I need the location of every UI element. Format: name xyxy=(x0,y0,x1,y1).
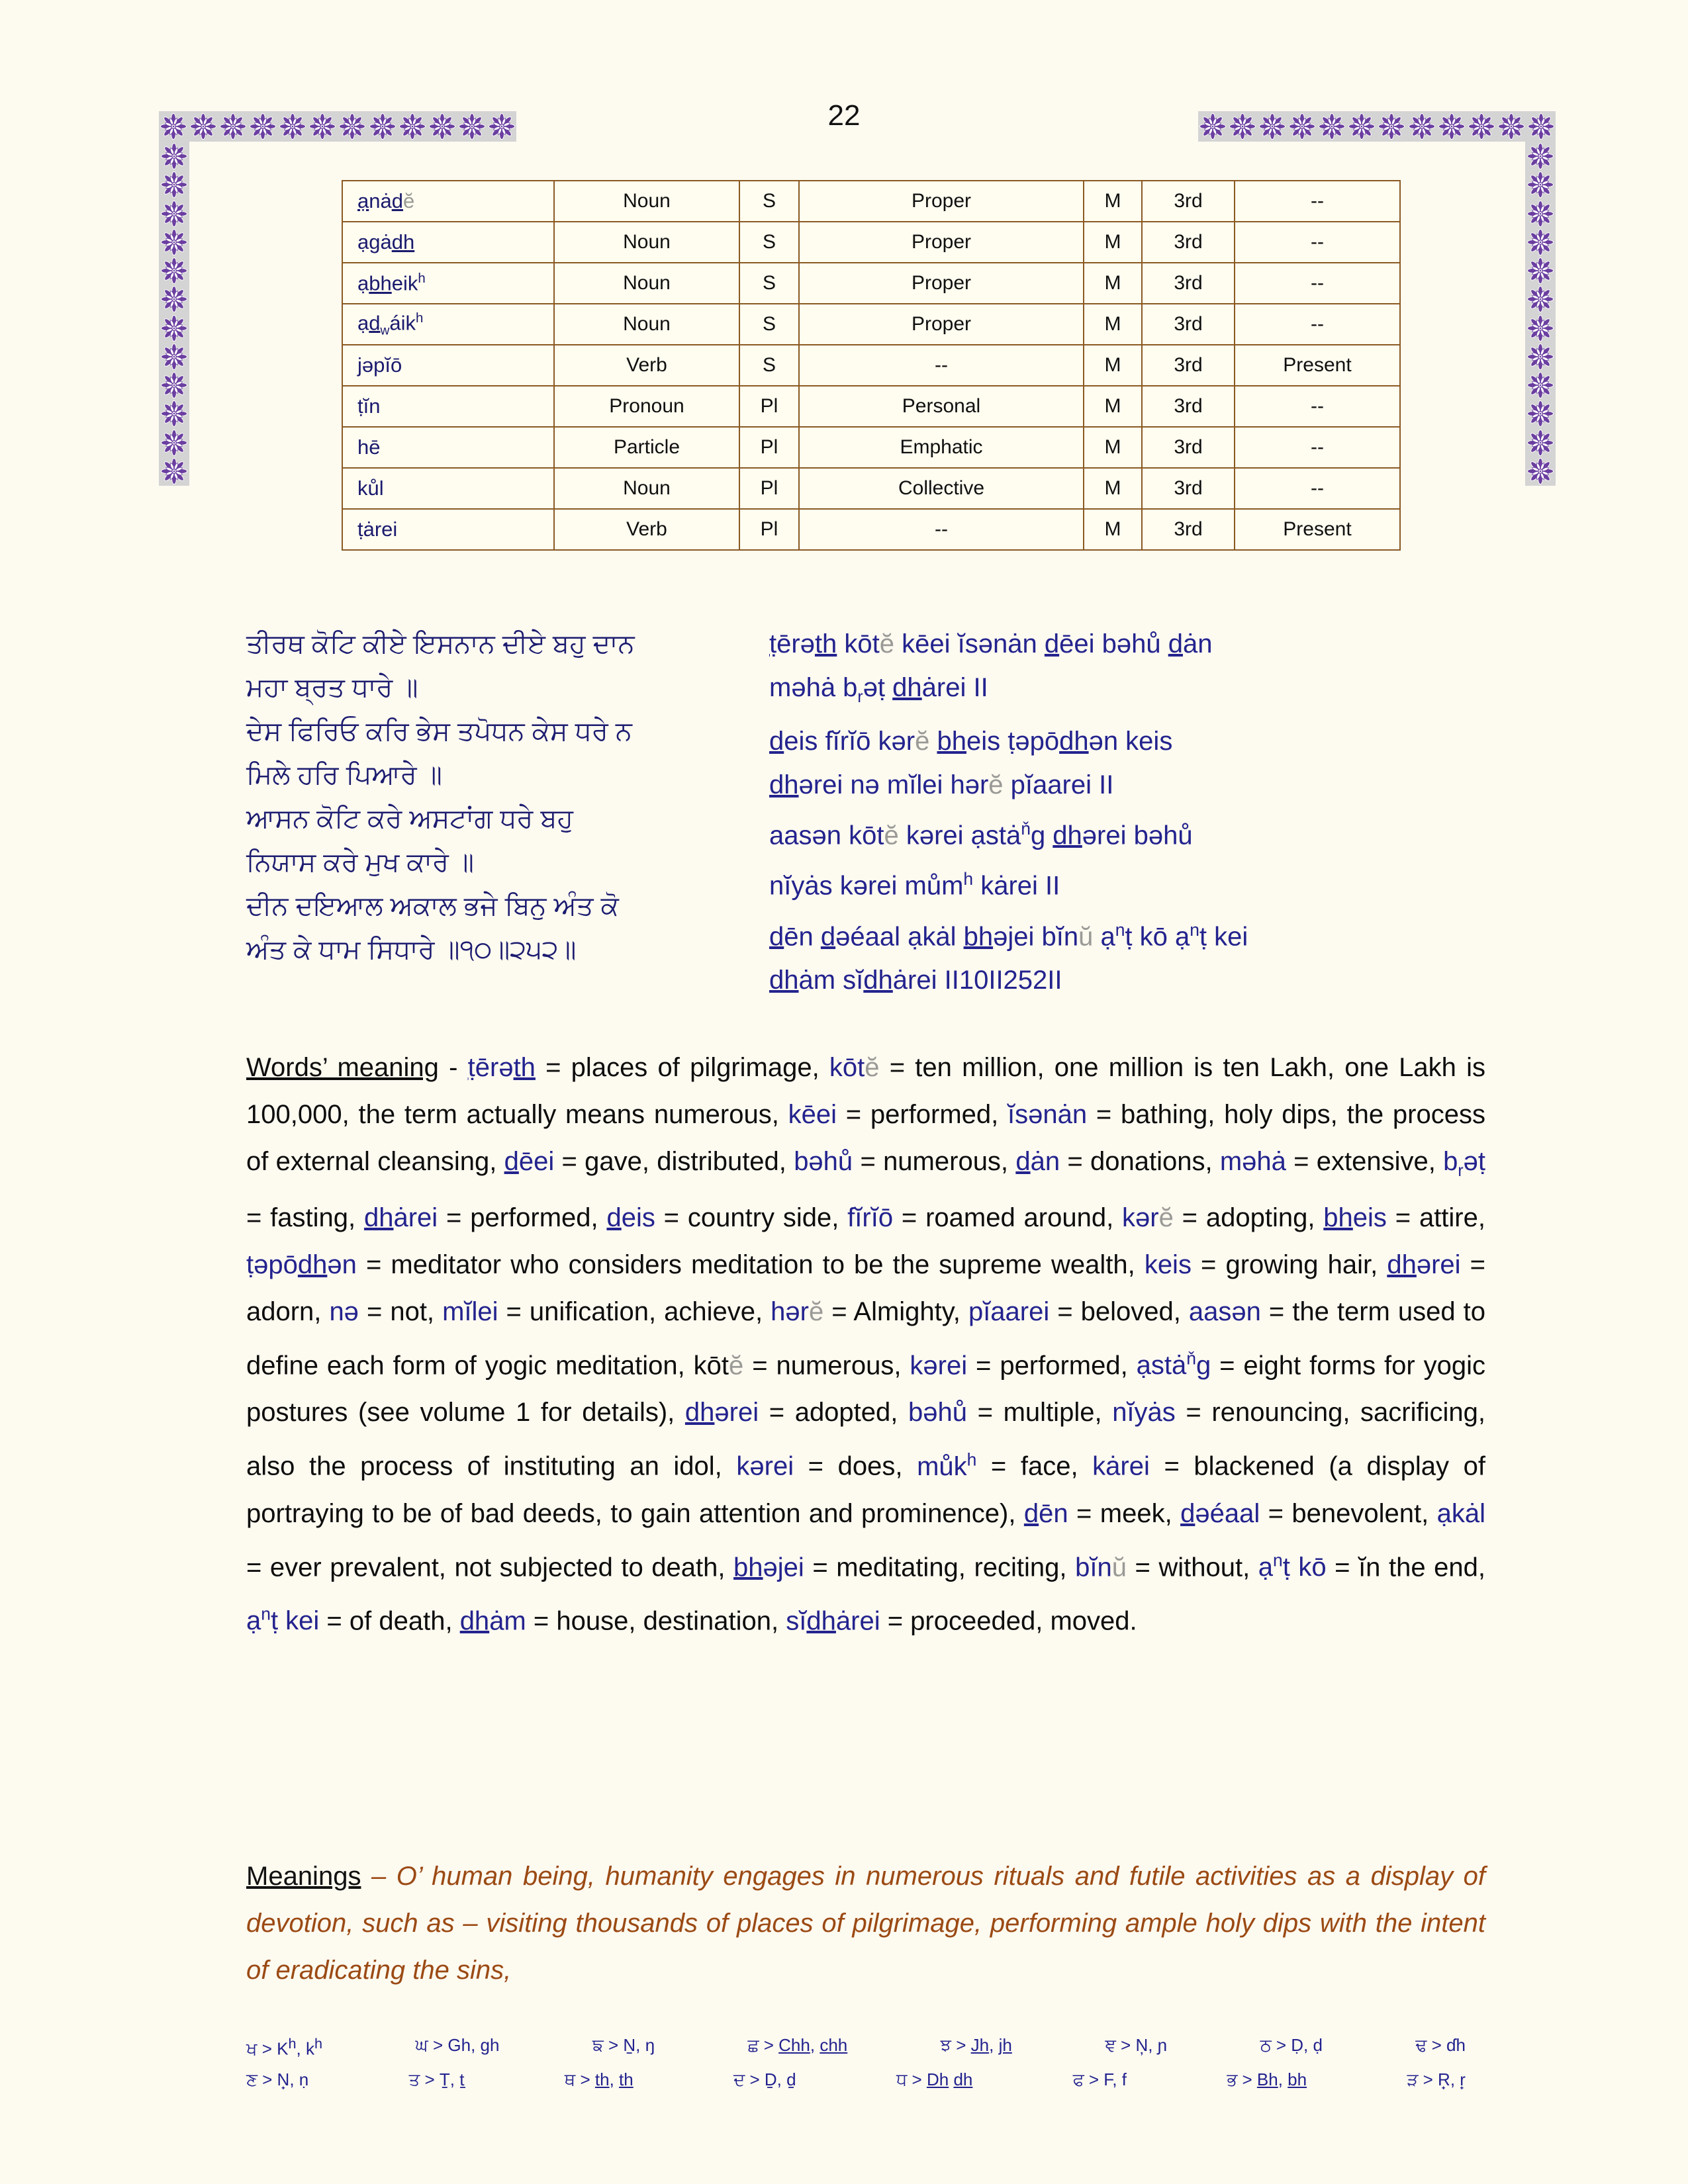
flower-icon xyxy=(1527,343,1554,370)
transliteration-key-item: ਠ > Ḍ, ḍ xyxy=(1260,2035,1323,2055)
table-cell-type: Emphatic xyxy=(799,427,1084,468)
table-cell-tense: -- xyxy=(1235,427,1400,468)
page-number: 22 xyxy=(827,99,861,132)
flower-icon xyxy=(161,400,187,427)
decorative-border-right xyxy=(1525,142,1556,486)
table-cell-word: ạnȧdĕ xyxy=(342,181,554,222)
verse-transliteration-line: dhərei nə mĭlei hərĕ pĭaarei II xyxy=(769,770,1114,799)
flower-icon xyxy=(1527,257,1554,284)
table-row xyxy=(342,386,1400,427)
table-cell-gender: M xyxy=(1084,427,1142,468)
table-cell-number: S xyxy=(739,263,799,304)
flower-icon xyxy=(161,458,187,484)
table-cell-word: ṭȧrei xyxy=(342,509,554,550)
table-cell-gender: M xyxy=(1084,386,1142,427)
table-cell-tense: Present xyxy=(1235,345,1400,386)
flower-icon xyxy=(1527,143,1554,169)
table-cell-type: Proper xyxy=(799,263,1084,304)
table-cell-tense: -- xyxy=(1235,468,1400,509)
table-cell-word: ạbheik$^h$ xyxy=(342,263,554,304)
transliteration-key-item: ਙ > N̠, ŋ xyxy=(592,2035,655,2055)
table-cell-part-of-speech: Noun xyxy=(554,263,739,304)
meanings-section xyxy=(246,1853,1485,1994)
table-cell-person: 3rd xyxy=(1142,509,1235,550)
table-cell-word: ạd$_w$áik$^h$ xyxy=(342,304,554,345)
meanings-body: – O’ human being, humanity engages in numerous rituals and futile activities as a display of devotion, such as – visiting thousands of places of pilgrimage, performing ample holy dips with the intent of eradicating the sins, xyxy=(246,1862,1485,1985)
table-row xyxy=(342,509,1400,550)
flower-icon xyxy=(1527,171,1554,198)
transliteration-key-item: ੜ > R̟, r̟ xyxy=(1407,2069,1466,2089)
flower-icon xyxy=(161,229,187,255)
transliteration-key-item: ਤ > T̠, t̠ xyxy=(408,2069,465,2089)
table-cell-person: 3rd xyxy=(1142,386,1235,427)
table-cell-type: Proper xyxy=(799,222,1084,263)
verse-gurmukhi-line: ਮਿਲੇ ਹਰਿ ਪਿਆਰੇ ॥ xyxy=(246,760,442,790)
verse-transliteration-line: ṭērəth kōtĕ kēei ĭsənȧn dēei bəhů dȧn xyxy=(769,629,1213,659)
transliteration-key-item: ਫ > F, f xyxy=(1072,2069,1127,2089)
table-cell-tense: -- xyxy=(1235,304,1400,345)
flower-icon xyxy=(161,315,187,341)
flower-icon xyxy=(161,372,187,398)
grammar-table-container xyxy=(342,180,1352,551)
table-cell-person: 3rd xyxy=(1142,222,1235,263)
flower-icon xyxy=(161,171,187,198)
table-cell-type: Proper xyxy=(799,304,1084,345)
verse-gurmukhi-line: ਦੇਸ ਫਿਰਿਓ ਕਰਿ ਭੇਸ ਤਪੋਧਨ ਕੇਸ ਧਰੇ ਨ xyxy=(246,717,632,746)
flower-icon xyxy=(1527,372,1554,398)
table-cell-word: kůl xyxy=(342,468,554,509)
table-cell-number: S xyxy=(739,345,799,386)
transliteration-key-item: ਖ > $K^h$, $k^h$ xyxy=(246,2035,323,2059)
verse-gurmukhi-line: ਆਸਨ ਕੋਟਿ ਕਰੇ ਅਸਟਾਂਗ ਧਰੇ ਬਹੁ xyxy=(246,804,573,833)
table-cell-part-of-speech: Verb xyxy=(554,509,739,550)
verse-gurmukhi-line: ਨਿਯਾਸ ਕਰੇ ਮੁਖ ਕਾਰੇ ॥ xyxy=(246,848,475,877)
verse-gurmukhi-line: ਅੰਤ ਕੇ ਧਾਮ ਸਿਧਾਰੇ ॥੧੦॥੨੫੨॥ xyxy=(246,935,577,964)
table-row xyxy=(342,222,1400,263)
table-cell-number: Pl xyxy=(739,386,799,427)
table-cell-part-of-speech: Particle xyxy=(554,427,739,468)
table-row xyxy=(342,345,1400,386)
table-row xyxy=(342,181,1400,222)
table-cell-word: jəpĭō xyxy=(342,345,554,386)
table-cell-part-of-speech: Noun xyxy=(554,181,739,222)
transliteration-key-item: ਦ > D̠, d̠ xyxy=(733,2069,796,2089)
table-cell-tense: -- xyxy=(1235,181,1400,222)
flower-icon xyxy=(161,257,187,284)
meanings-heading: Meanings xyxy=(246,1862,361,1891)
verse-gurmukhi-line: ਮਹਾ ਬ੍ਰਤ ਧਾਰੇ ॥ xyxy=(246,673,418,702)
table-row xyxy=(342,427,1400,468)
table-cell-part-of-speech: Noun xyxy=(554,468,739,509)
table-cell-tense: Present xyxy=(1235,509,1400,550)
table-cell-gender: M xyxy=(1084,181,1142,222)
table-cell-tense: -- xyxy=(1235,386,1400,427)
table-cell-part-of-speech: Noun xyxy=(554,222,739,263)
flower-icon xyxy=(161,201,187,227)
table-cell-gender: M xyxy=(1084,222,1142,263)
table-cell-tense: -- xyxy=(1235,222,1400,263)
table-cell-person: 3rd xyxy=(1142,181,1235,222)
flower-icon xyxy=(1527,286,1554,312)
flower-icon xyxy=(161,286,187,312)
flower-icon xyxy=(161,343,187,370)
transliteration-key-item: ਥ > th, th xyxy=(564,2069,633,2089)
flower-icon xyxy=(161,430,187,456)
verse-transliteration-line: nĭyȧs kərei mům$^h$ kȧrei II xyxy=(769,869,1060,901)
verse-transliteration-column xyxy=(769,622,1431,1002)
transliteration-key-item: ਢ > ɗh xyxy=(1415,2035,1466,2055)
table-cell-word: hē xyxy=(342,427,554,468)
table-cell-type: Collective xyxy=(799,468,1084,509)
table-cell-type: -- xyxy=(799,509,1084,550)
table-cell-type: -- xyxy=(799,345,1084,386)
verse-block xyxy=(246,622,1438,1002)
transliteration-key-item: ਭ > Bh, bh xyxy=(1227,2069,1307,2089)
table-cell-person: 3rd xyxy=(1142,345,1235,386)
table-row xyxy=(342,263,1400,304)
table-cell-part-of-speech: Noun xyxy=(554,304,739,345)
verse-transliteration-line: məhȧ $b_rəṭ$ dhȧrei II xyxy=(769,673,988,706)
table-cell-number: S xyxy=(739,222,799,263)
transliteration-key-footer xyxy=(246,2035,1485,2100)
flower-icon xyxy=(1527,315,1554,341)
table-cell-person: 3rd xyxy=(1142,304,1235,345)
decorative-border-left xyxy=(159,142,189,486)
flower-icon xyxy=(1527,430,1554,456)
flower-icon xyxy=(161,143,187,169)
table-cell-type: Personal xyxy=(799,386,1084,427)
flower-icon xyxy=(1527,201,1554,227)
table-cell-gender: M xyxy=(1084,263,1142,304)
transliteration-key-item: ਞ > N̦, ɲ xyxy=(1105,2035,1168,2055)
words-meaning-section xyxy=(246,1044,1485,1645)
verse-transliteration-line: deis fĭrĭō kərĕ bheis ṭəpōdhən keis xyxy=(769,727,1173,756)
table-row xyxy=(342,468,1400,509)
table-cell-part-of-speech: Verb xyxy=(554,345,739,386)
table-cell-person: 3rd xyxy=(1142,427,1235,468)
transliteration-key-item: ਛ > Chh, chh xyxy=(747,2035,848,2055)
table-cell-person: 3rd xyxy=(1142,263,1235,304)
table-cell-word: ạgȧdh xyxy=(342,222,554,263)
verse-transliteration-line: dēn dəéaal ạkȧl bhəjei bĭnŭ ạ$^n$ṭ kō ạ$^n$ṭ kei xyxy=(769,919,1248,951)
transliteration-key-item: ਣ > N̟, ṇ xyxy=(246,2069,309,2089)
words-meaning-heading: Words’ meaning xyxy=(246,1053,439,1082)
flower-icon xyxy=(1527,458,1554,484)
table-cell-gender: M xyxy=(1084,345,1142,386)
table-cell-gender: M xyxy=(1084,304,1142,345)
table-cell-type: Proper xyxy=(799,181,1084,222)
transliteration-key-item: ਧ > Dh dh xyxy=(896,2069,973,2089)
words-meaning-body: - ṭērəth = places of pilgrimage, kōtĕ = ten million, one million is ten Lakh, one Lakh is 100,000, the term actually means numerous, kēei = performed, ĭsənȧn = bathing, holy dips, the process of external cleansing, dēei = gave, distributed, bəhů = numerous, dȧn = donations, məhȧ = extensive, $b_rəṭ$ = fasting, dhȧrei = performed, deis = country side, fĭrĭō = roamed around, kərĕ = adopting, bheis = attire, ṭəpōdhən = meditator who considers meditation to be the supreme wealth, keis = growing hair, dhərei = adorn, nə = not, mĭlei = unification, achieve, hərĕ = Almighty, pĭaarei = beloved, aasən = the term used to define each form of yogic meditation, kōtĕ = numerous, kərei = performed, ạstȧ$^ň$g = eight forms for yogic postures (see volume 1 for details), dhərei = adopted, bəhů = multiple, nĭyȧs = renouncing, sacrificing, also the process of instituting an idol, kərei = does, můk$^h$ = face, kȧrei = blackened (a display of portraying to be of bad deeds, to gain attention and prominence), dēn = meek, dəéaal = benevolent, ạkȧl = ever prevalent, not subjected to death, bhəjei = meditating, reciting, bĭnŭ = without, ạ$^n$ṭ kō = ĭn the end, ạ$^n$ṭ kei = of death, dhȧm = house, destination, sĭdhȧrei = proceeded, moved. xyxy=(246,1053,1486,1636)
table-cell-gender: M xyxy=(1084,468,1142,509)
table-cell-person: 3rd xyxy=(1142,468,1235,509)
transliteration-key-row-2 xyxy=(246,2070,1485,2091)
table-cell-tense: -- xyxy=(1235,263,1400,304)
table-cell-number: Pl xyxy=(739,468,799,509)
verse-transliteration-line: aasən kōtĕ kərei ạstȧ$^ň$g dhərei bəhů xyxy=(769,819,1193,850)
verse-gurmukhi-line: ਤੀਰਥ ਕੋਟਿ ਕੀਏ ਇਸਨਾਨ ਦੀਏ ਬਹੁ ਦਾਨ xyxy=(246,629,635,659)
transliteration-key-row-1 xyxy=(246,2035,1485,2060)
table-cell-part-of-speech: Pronoun xyxy=(554,386,739,427)
flower-icon xyxy=(1527,400,1554,427)
table-cell-number: S xyxy=(739,304,799,345)
table-cell-word: ṭĭn xyxy=(342,386,554,427)
grammar-table xyxy=(342,180,1401,551)
flower-icon xyxy=(1527,229,1554,255)
verse-gurmukhi-column xyxy=(246,622,769,1002)
table-cell-number: Pl xyxy=(739,427,799,468)
table-row xyxy=(342,304,1400,345)
table-cell-number: Pl xyxy=(739,509,799,550)
verse-transliteration-line: dhȧm sĭdhȧrei II10II252II xyxy=(769,965,1062,995)
table-cell-gender: M xyxy=(1084,509,1142,550)
transliteration-key-item: ਘ > Gh, gh xyxy=(415,2035,500,2055)
verse-gurmukhi-line: ਦੀਨ ਦਇਆਲ ਅਕਾਲ ਭਜੇ ਬਿਨੁ ਅੰਤ ਕੋ xyxy=(246,891,619,921)
table-cell-number: S xyxy=(739,181,799,222)
transliteration-key-item: ਝ > Jh, jh xyxy=(940,2035,1012,2055)
